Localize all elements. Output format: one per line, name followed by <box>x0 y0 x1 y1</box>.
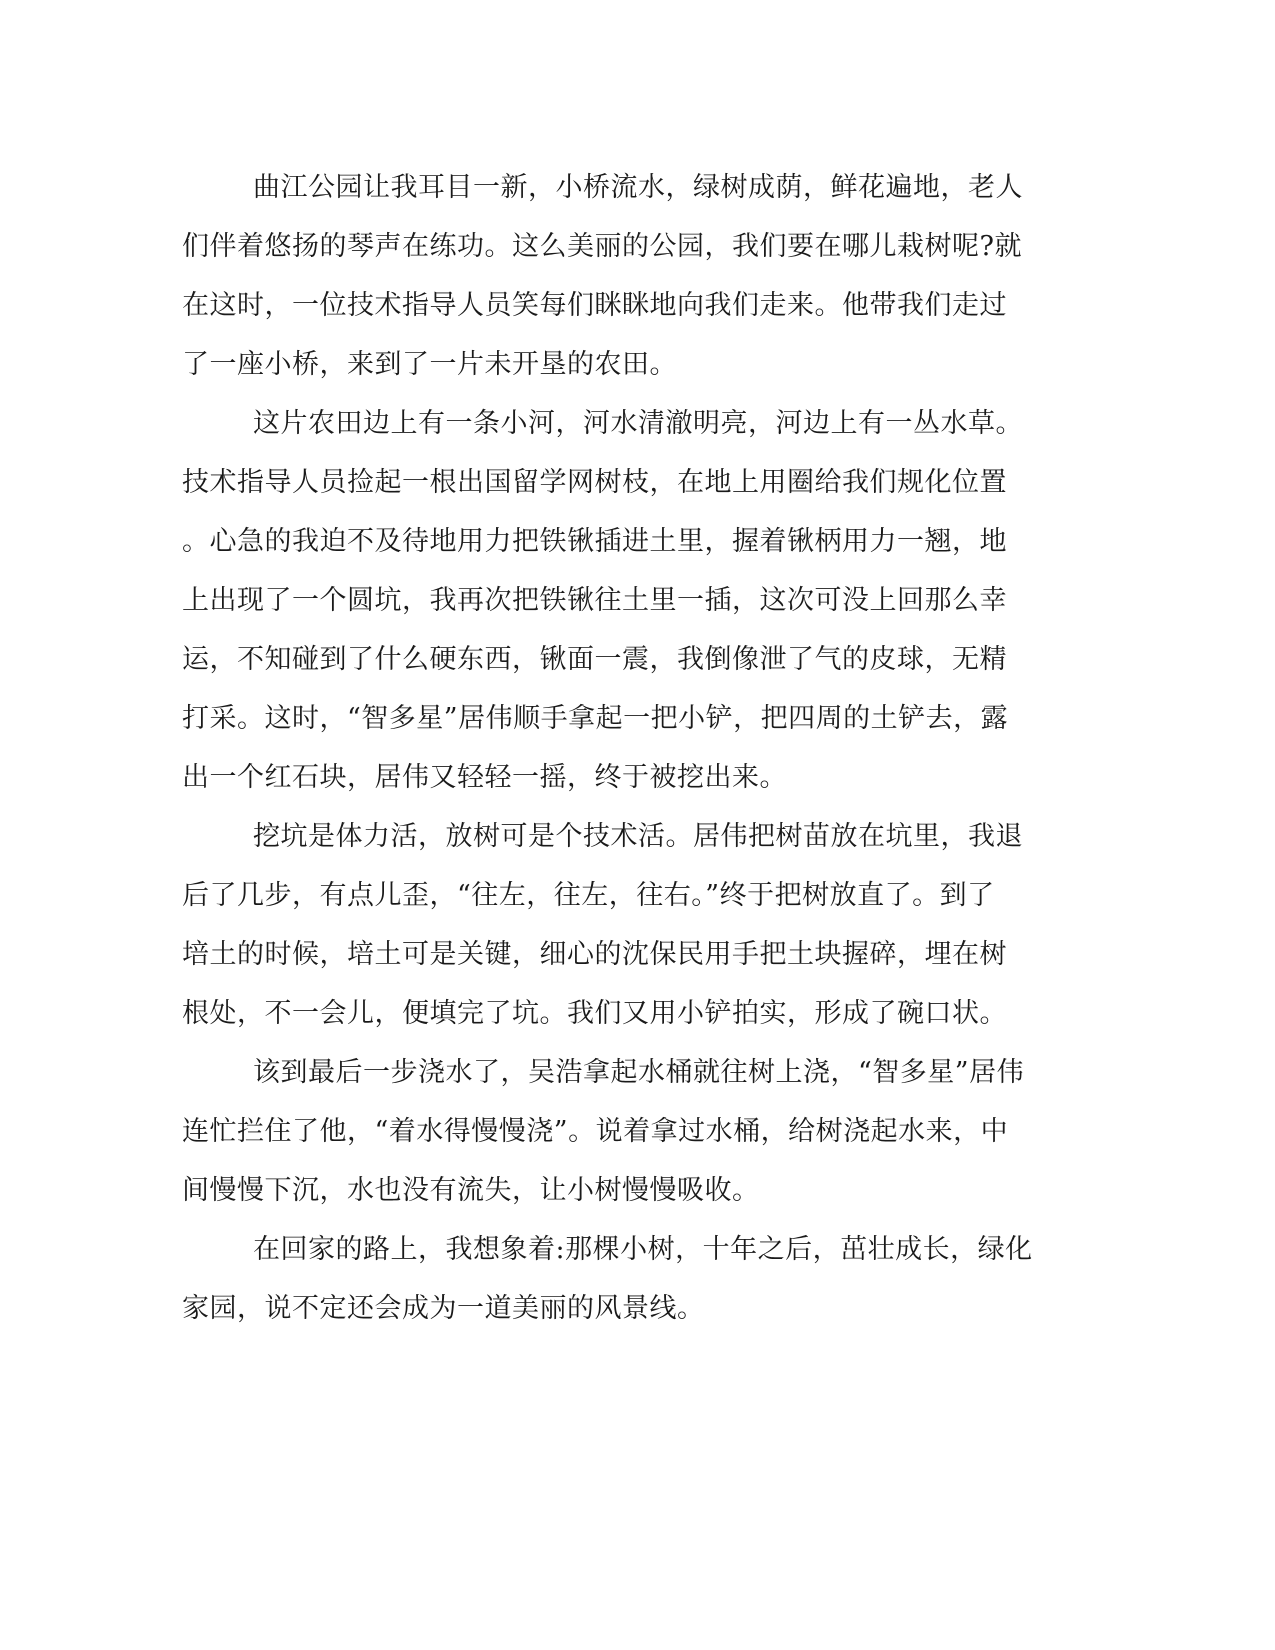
text-line: 在回家的路上，我想象着:那棵小树，十年之后，茁壮成长，绿化 <box>253 1234 1033 1265</box>
paragraph <box>182 394 1042 807</box>
text-line: 曲江公园让我耳目一新，小桥流水，绿树成荫，鲜花遍地，老人 <box>253 172 1023 203</box>
text-line: 了一座小桥，来到了一片未开垦的农田。 <box>182 349 677 380</box>
text-line: 打采。这时，“智多星”居伟顺手拿起一把小铲，把四周的土铲去，露 <box>182 703 1009 734</box>
text-line: 技术指导人员捡起一根出国留学网树枝，在地上用圈给我们规化位置 <box>182 467 1007 498</box>
document-body <box>182 158 1042 1338</box>
text-line: 挖坑是体力活，放树可是个技术活。居伟把树苗放在坑里，我退 <box>253 821 1023 852</box>
text-line: 运，不知碰到了什么硬东西，锹面一震，我倒像泄了气的皮球，无精 <box>182 644 1007 675</box>
text-line: 后了几步，有点儿歪，“往左，往左，往右。”终于把树放直了。到了 <box>182 880 995 911</box>
text-line: 出一个红石块，居伟又轻轻一摇，终于被挖出来。 <box>182 762 787 793</box>
text-line: 家园，说不定还会成为一道美丽的风景线。 <box>182 1293 705 1324</box>
text-line: 们伴着悠扬的琴声在练功。这么美丽的公园，我们要在哪儿栽树呢?就 <box>182 231 1022 262</box>
paragraph <box>182 1220 1042 1338</box>
text-line: 在这时，一位技术指导人员笑每们眯眯地向我们走来。他带我们走过 <box>182 290 1007 321</box>
text-line: 根处，不一会儿，便填完了坑。我们又用小铲拍实，形成了碗口状。 <box>182 998 1007 1029</box>
text-line: 该到最后一步浇水了，吴浩拿起水桶就往树上浇，“智多星”居伟 <box>253 1057 1025 1088</box>
text-line: 连忙拦住了他，“着水得慢慢浇”。说着拿过水桶，给树浇起水来，中 <box>182 1116 1009 1147</box>
text-line: 这片农田边上有一条小河，河水清澈明亮，河边上有一丛水草。 <box>253 408 1023 439</box>
text-line: 培土的时候，培土可是关键，细心的沈保民用手把土块握碎，埋在树 <box>182 939 1007 970</box>
text-line: 间慢慢下沉，水也没有流失，让小树慢慢吸收。 <box>182 1175 760 1206</box>
paragraph <box>182 1043 1042 1220</box>
text-line: 上出现了一个圆坑，我再次把铁锹往土里一插，这次可没上回那么幸 <box>182 585 1007 616</box>
text-line: 。心急的我迫不及待地用力把铁锹插进土里，握着锹柄用力一翘，地 <box>182 526 1007 557</box>
paragraph <box>182 807 1042 1043</box>
paragraph <box>182 158 1042 394</box>
